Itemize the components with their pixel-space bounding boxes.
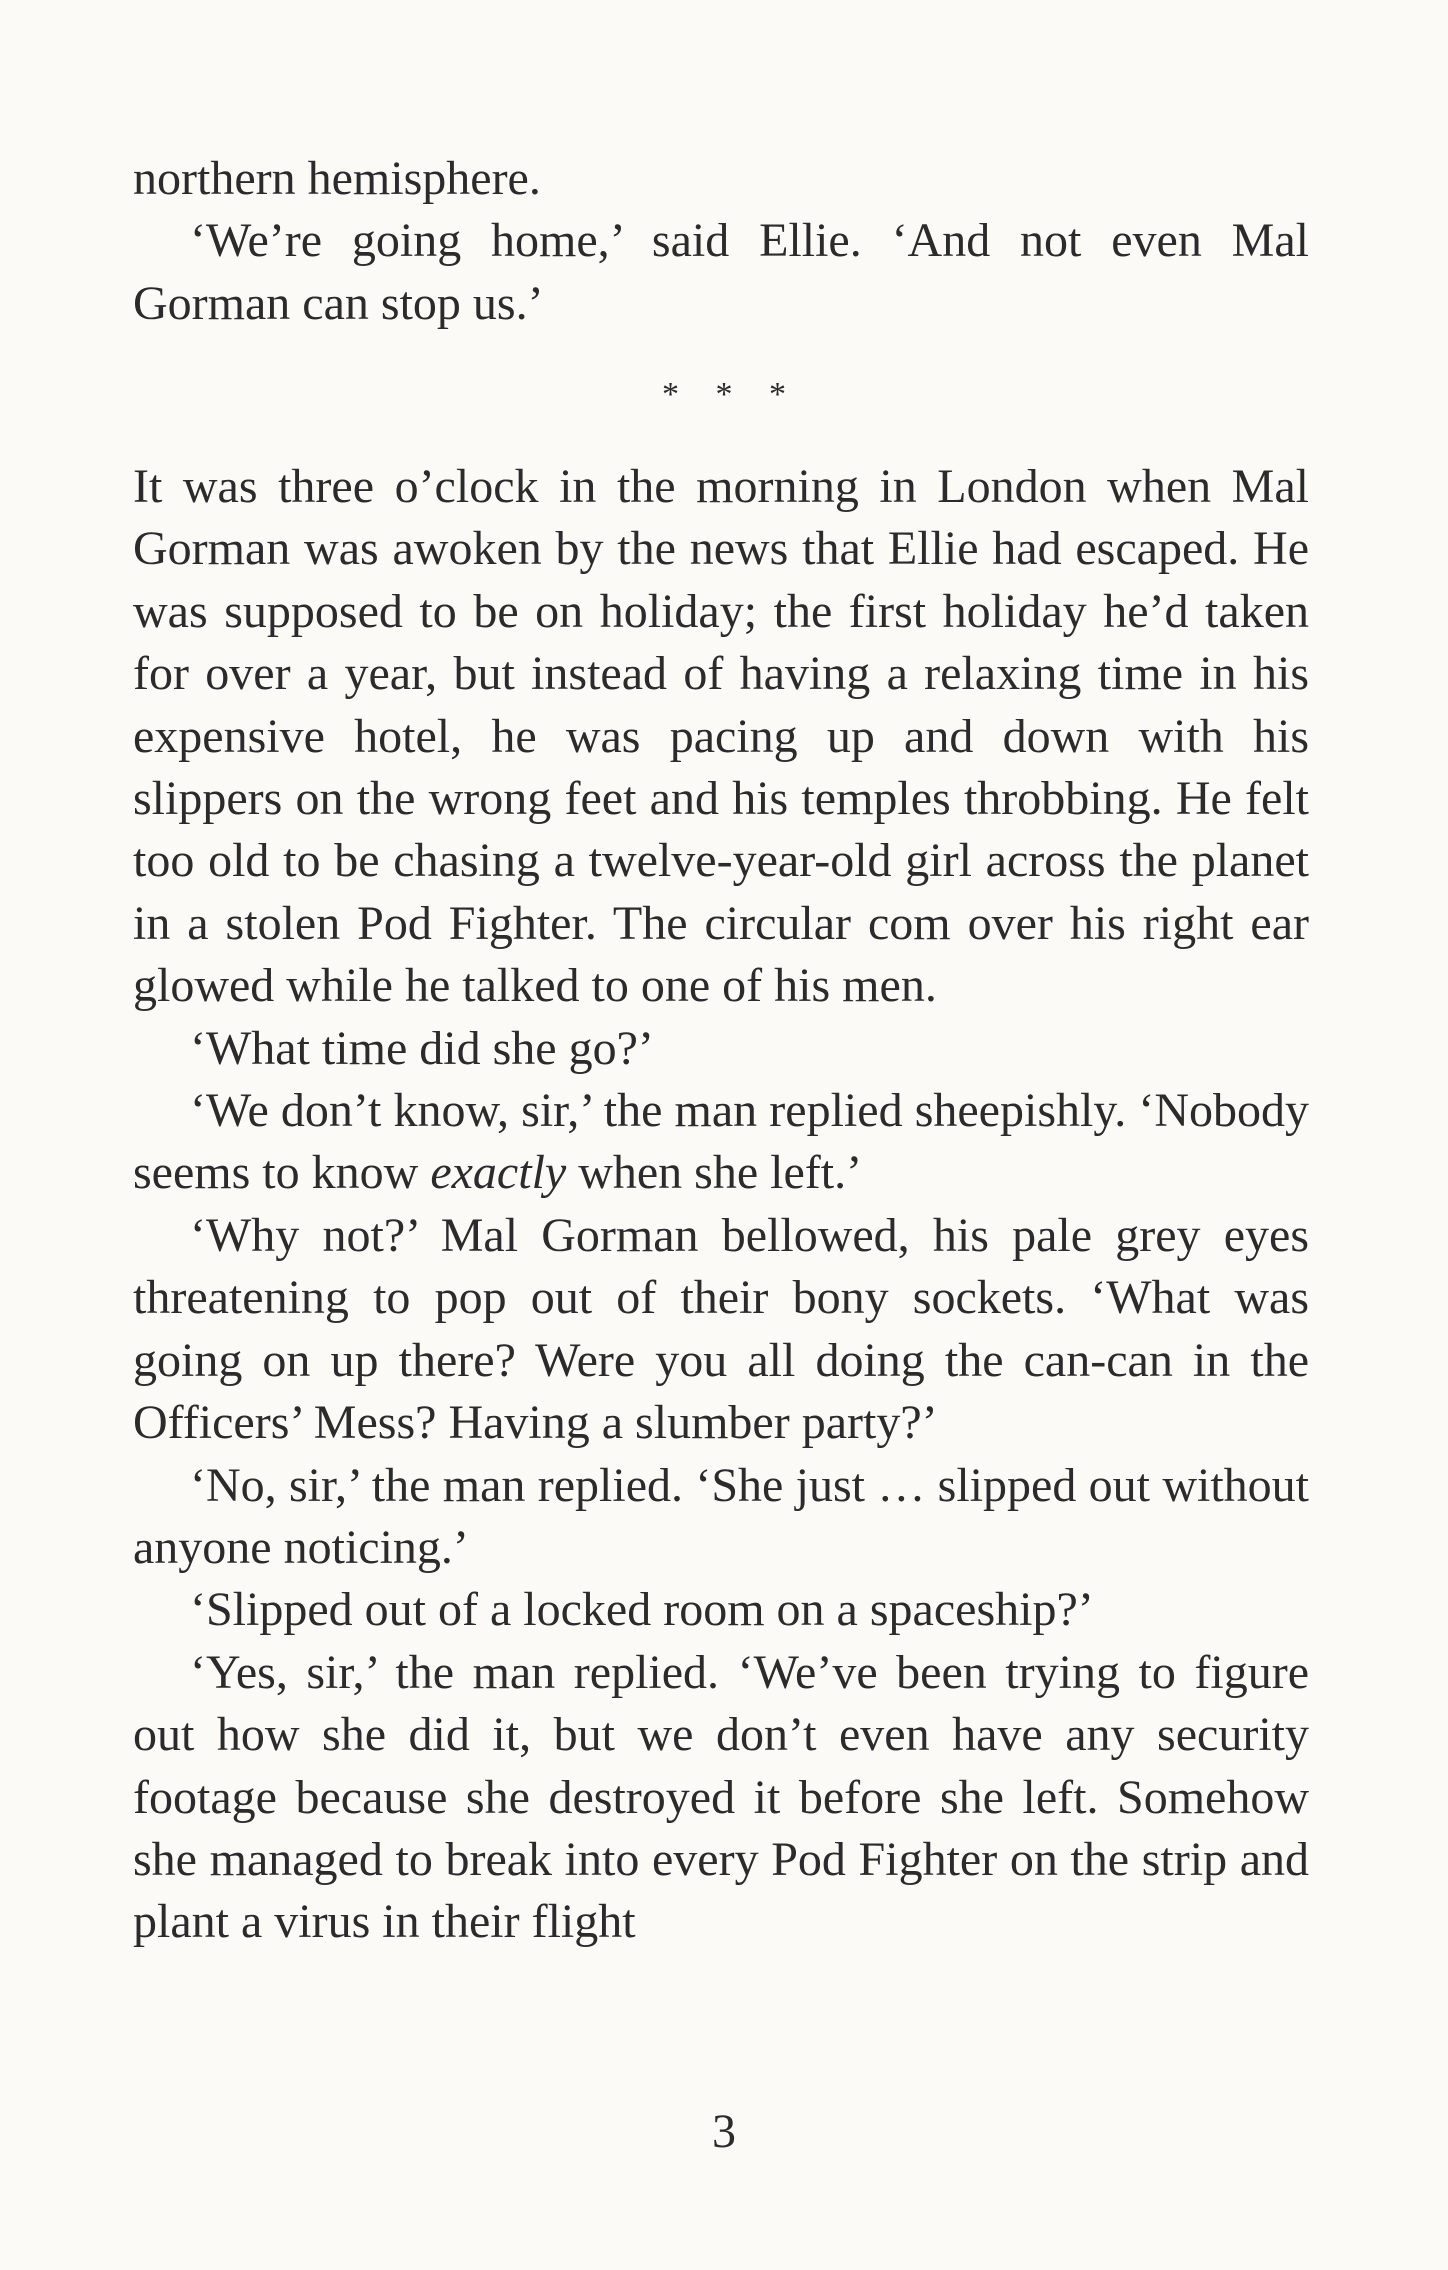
paragraph: ‘Why not?’ Mal Gorman bellowed, his pale grey eyes threatening to pop out of their bony sockets. ‘What was going on up there? Were you all doing the can-can in the Officers’ Mess? Having a slumber party?’ — [133, 1208, 1309, 1450]
top-text-block — [133, 148, 1309, 335]
page-number: 3 — [712, 2105, 736, 2158]
emphasized-word: exactly — [430, 1146, 567, 1200]
paragraph: ‘We’re going home,’ said Ellie. ‘And not even Mal Gorman can stop us.’ — [133, 214, 1309, 330]
paragraph — [133, 1080, 1309, 1205]
paragraph: ‘Slipped out of a locked room on a spaceship?’ — [190, 1583, 1094, 1637]
paragraph: ‘No, sir,’ the man replied. ‘She just … slipped out without anyone noticing.’ — [133, 1458, 1309, 1574]
paragraph: ‘Yes, sir,’ the man replied. ‘We’ve been trying to figure out how she did it, but we don’t even have any security footage because she destroyed it before she left. Somehow she managed to break into every Pod Fighter on the strip and plant a virus in their flight — [133, 1645, 1309, 1949]
paragraph: northern hemisphere. — [133, 152, 541, 205]
section-break: * * * — [662, 376, 800, 413]
paragraph-text: ‘We don’t know, sir,’ the man replied sheepishly. ‘Nobody seems to know — [133, 1084, 1309, 1200]
paragraph: ‘What time did she go?’ — [190, 1021, 654, 1075]
paragraph-text: when she left.’ — [566, 1146, 863, 1200]
main-text-block — [133, 456, 1309, 1954]
paragraph: It was three o’clock in the morning in London when Mal Gorman was awoken by the news that Ellie had escaped. He was supposed to be on holiday; the first holiday he’d taken for over a year, but instead of having a relaxing time in his expensive hotel, he was pacing up and down with his slippers on the wrong feet and his temples throbbing. He felt too old to be chasing a twelve-year-old girl across the planet in a stolen Pod Fighter. The circular com over his right ear glowed while he talked to one of his men. — [133, 460, 1309, 1013]
